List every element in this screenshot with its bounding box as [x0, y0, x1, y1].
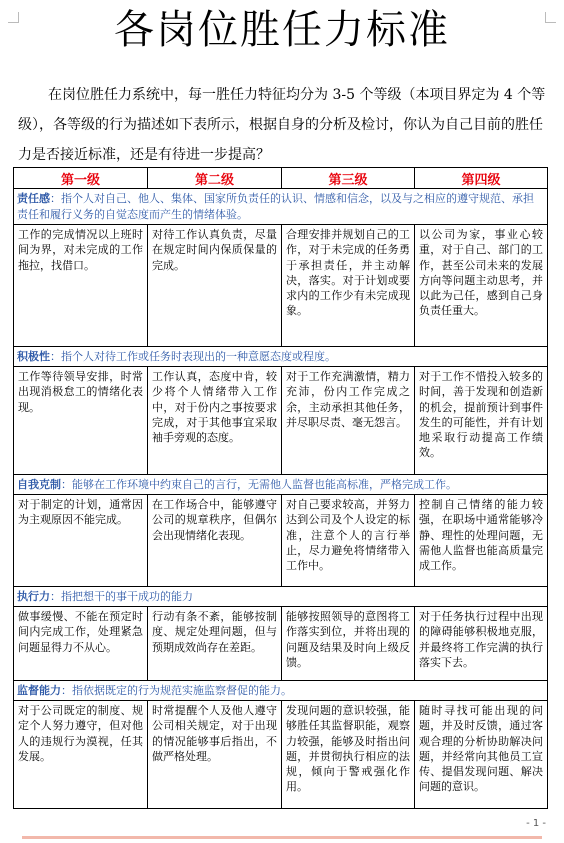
intro-paragraph: 在岗位胜任力系统中，每一胜任力特征均分为 3-5 个等级（本项目界定为 4 个等级），各等级的行为描述如下表所示，根据自身的分析及检讨，你认为自己目前的胜任力是否接近标准，还是有待进一步提高？: [18, 87, 546, 163]
level-header: 第二级: [148, 168, 282, 189]
category-cell: [14, 681, 548, 701]
description-cell: 对于任务执行过程中出现的障碍能够积极地克服，并最终将工作完满的执行落实下去。: [415, 607, 548, 681]
description-cell: 工作的完成情况以上班时间为界，对未完成的工作拖拉，找借口。: [14, 225, 148, 347]
description-row: [14, 701, 548, 809]
description-cell: 以公司为家，事业心较重，对于自己、部门的工作，甚至公司未来的发展方向等问题主动思考，并以此为己任，感到自己身负责任重大。: [415, 225, 548, 347]
description-cell: 做事缓慢、不能在预定时间内完成工作，处理紧急问题显得力不从心。: [14, 607, 148, 681]
footer-rule: [22, 836, 542, 839]
description-cell: 能够按照领导的意图将工作落实到位，并将出现的问题及结果及时向上级反馈。: [282, 607, 415, 681]
description-cell: 对待工作认真负责，尽量在规定时间内保质保量的完成。: [148, 225, 282, 347]
category-cell: [14, 587, 548, 607]
category-cell: [14, 475, 548, 495]
page-number: - 1 -: [526, 818, 546, 829]
category-row: [14, 587, 548, 607]
description-cell: 行动有条不紊，能够按制度、规定处理问题，但与预期成效尚存在差距。: [148, 607, 282, 681]
category-definition: ：指把想干的事干成功的能力: [50, 590, 193, 603]
category-definition: ：能够在工作环境中约束自己的言行，无需他人监督也能高标准，严格完成工作。: [61, 478, 457, 491]
description-cell: 控制自己情绪的能力较强，在职场中通常能够冷静、理性的处理问题，无需他人监督也能高质量完成工作。: [415, 495, 548, 587]
description-row: [14, 367, 548, 475]
description-cell: 随时寻找可能出现的问题，并及时反馈，通过客观合理的分析协助解决问题，并经常向其他员工宣传、提倡发现问题、解决问题的意识。: [415, 701, 548, 809]
category-row: [14, 475, 548, 495]
category-cell: [14, 189, 548, 225]
category-row: [14, 347, 548, 367]
description-row: [14, 495, 548, 587]
description-cell: 对于工作不惜投入较多的时间，善于发现和创造新的机会，提前预计到事件发生的可能性，并有计划地采取行动提高工作绩效。: [415, 367, 548, 475]
description-cell: 对自己要求较高，并努力达到公司及个人设定的标准，注意个人的言行举止，尽力避免将情绪带入工作中。: [282, 495, 415, 587]
description-cell: 工作等待领导安排，时常出现消极怠工的情绪化表现。: [14, 367, 148, 475]
level-header: 第四级: [415, 168, 548, 189]
competency-table: [13, 167, 548, 809]
category-row: [14, 681, 548, 701]
category-definition: ：指个人对自己、他人、集体、国家所负责任的认识、情感和信念，以及与之相应的遵守规范、承担责任和履行义务的自觉态度而产生的情绪体验。: [17, 192, 534, 221]
level-header: 第三级: [282, 168, 415, 189]
category-row: [14, 189, 548, 225]
description-cell: 合理安排并规划自己的工作，对于未完成的任务勇于承担责任，并主动解决，落实。对于计划或要求内的工作少有未完成现象。: [282, 225, 415, 347]
category-name: 监督能力: [17, 684, 61, 697]
description-cell: 时常提醒个人及他人遵守公司相关规定，对于出现的情况能够事后指出，不做严格处理。: [148, 701, 282, 809]
description-cell: 对于工作充满激情，精力充沛，份内工作完成之余，主动承担其他任务，并尽职尽责、毫无怨言。: [282, 367, 415, 475]
description-row: [14, 607, 548, 681]
description-row: [14, 225, 548, 347]
category-definition: ：指依据既定的行为规范实施监察督促的能力。: [61, 684, 292, 697]
description-cell: 对于制定的计划，通常因为主观原因不能完成。: [14, 495, 148, 587]
page-title: 各岗位胜任力标准: [114, 7, 450, 53]
category-name: 自我克制: [17, 478, 61, 491]
category-name: 积极性: [17, 350, 50, 363]
category-definition: ：指个人对待工作或任务时表现出的一种意愿态度或程度。: [50, 350, 336, 363]
description-cell: 发现问题的意识较强，能够胜任其监督职能，观察力较强，能够及时指出问题，并贯彻执行相应的法规，倾向于警戒强化作用。: [282, 701, 415, 809]
description-cell: 在工作场合中，能够遵守公司的规章秩序，但偶尔会出现情绪化表现。: [148, 495, 282, 587]
category-cell: [14, 347, 548, 367]
description-cell: 对于公司既定的制度、规定个人努力遵守，但对他人的违规行为漠视，任其发展。: [14, 701, 148, 809]
category-name: 执行力: [17, 590, 50, 603]
level-header: 第一级: [14, 168, 148, 189]
description-cell: 工作认真，态度中肯，较少将个人情绪带入工作中，对于份内之事按要求完成，对于其他事宜采取袖手旁观的态度。: [148, 367, 282, 475]
category-name: 责任感: [17, 192, 50, 205]
level-header-row: [14, 168, 548, 189]
